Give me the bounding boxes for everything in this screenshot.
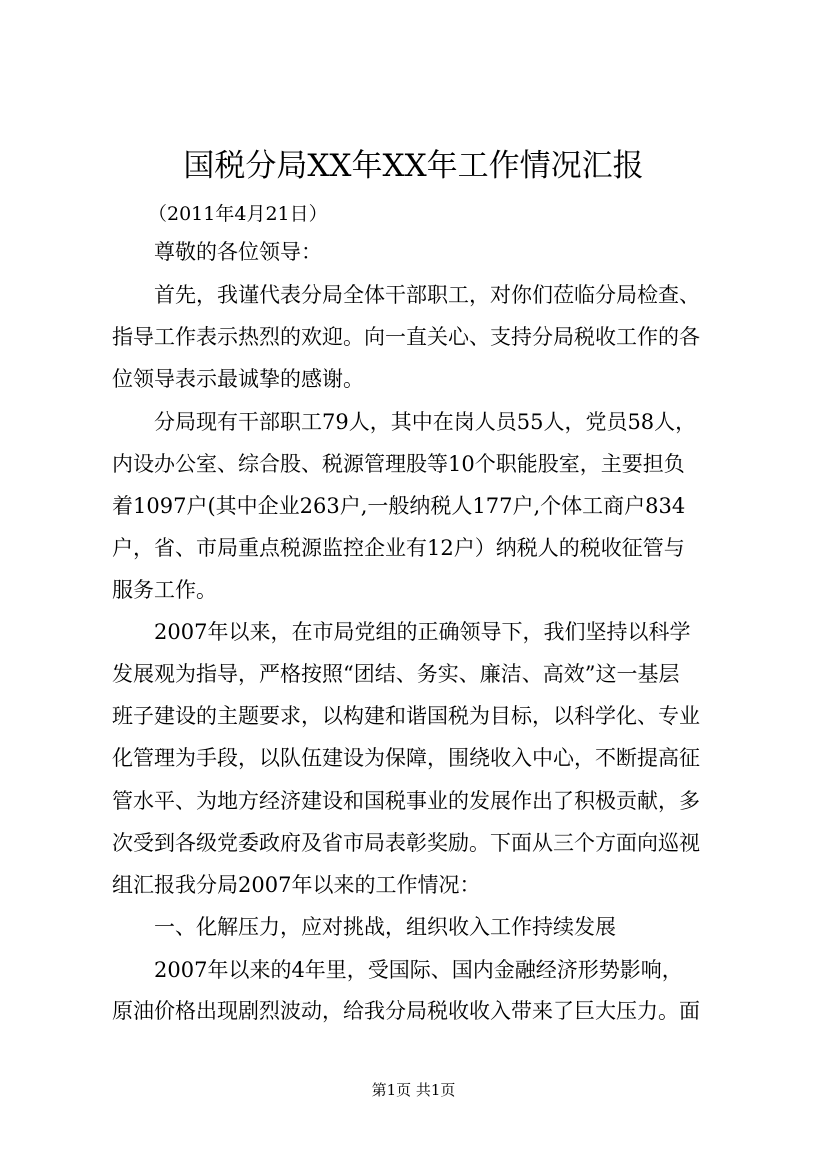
paragraph-line: 组汇报我分局2007年以来的工作情况： xyxy=(112,873,481,897)
paragraph-line: 班子建设的主题要求，以构建和谐国税为目标，以科学化、专业 xyxy=(112,704,700,728)
paragraph-line: 位领导表示最诚挚的感谢。 xyxy=(112,367,364,391)
paragraph-line: 化管理为手段，以队伍建设为保障，围绕收入中心，不断提高征 xyxy=(112,746,700,770)
paragraph-line: 发展观为指导，严格按照“团结、务实、廉洁、高效”这一基层 xyxy=(112,662,680,686)
paragraph-line: 管水平、为地方经济建设和国税事业的发展作出了积极贡献，多 xyxy=(112,789,700,813)
paragraph-line: 服务工作。 xyxy=(112,578,217,602)
paragraph-line: 原油价格出现剧烈波动，给我分局税收收入带来了巨大压力。面 xyxy=(112,999,700,1023)
paragraph-line: 首先，我谨代表分局全体干部职工，对你们莅临分局检查、 xyxy=(154,283,700,307)
paragraph-line: 分局现有干部职工79人，其中在岗人员55人，党员58人， xyxy=(154,410,697,434)
page-footer: 第1页 共1页 xyxy=(371,1081,456,1099)
section-heading: 一、化解压力，应对挑战，组织收入工作持续发展 xyxy=(154,915,616,939)
paragraph-line: 户，省、市局重点税源监控企业有12户）纳税人的税收征管与 xyxy=(112,536,685,560)
paragraph-line: 2007年以来，在市局党组的正确领导下，我们坚持以科学 xyxy=(154,620,691,644)
salutation: 尊敬的各位领导： xyxy=(154,240,322,264)
paragraph-line: 2007年以来的4年里，受国际、国内金融经济形势影响， xyxy=(154,958,683,982)
paragraph-line: 次受到各级党委政府及省市局表彰奖励。下面从三个方面向巡视 xyxy=(112,831,700,855)
document-date: （2011年4月21日） xyxy=(148,203,328,225)
document-title: 国税分局XX年XX年工作情况汇报 xyxy=(183,148,644,184)
paragraph-line: 指导工作表示热烈的欢迎。向一直关心、支持分局税收工作的各 xyxy=(112,325,700,349)
paragraph-line: 着1097户(其中企业263户,一般纳税人177户,个体工商户834 xyxy=(112,494,686,518)
paragraph-line: 内设办公室、综合股、税源管理股等10个职能股室，主要担负 xyxy=(112,452,685,476)
